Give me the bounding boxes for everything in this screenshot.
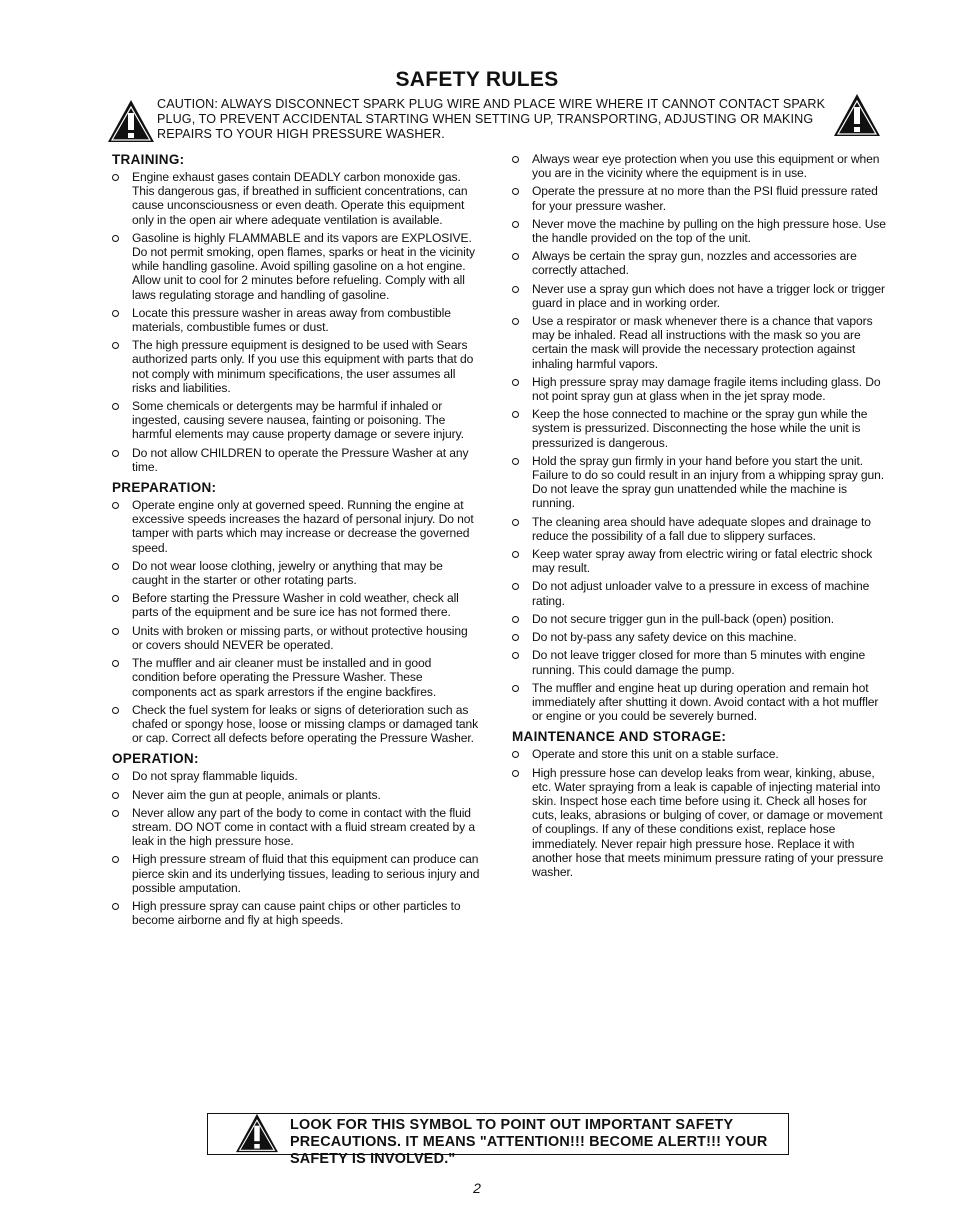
notice-text: LOOK FOR THIS SYMBOL TO POINT OUT IMPORTANT SAFETY PRECAUTIONS. IT MEANS "ATTENTION!!! BECOME ALERT!!! YOUR SAFETY IS INVOLVED." [290, 1117, 768, 1167]
list-item: Hold the spray gun firmly in your hand before you start the unit. Failure to do so could result in an injury from a whipping spray gun. Do not leave the spray gun unattended while the machine is running. [512, 454, 887, 511]
operation-continued-list [512, 152, 887, 723]
list-item: Do not secure trigger gun in the pull-back (open) position. [512, 612, 887, 626]
list-item: The muffler and engine heat up during operation and remain hot immediately after shutting it down. Avoid contact with a hot muffler or engine or you could be severely burned. [512, 681, 887, 724]
list-item: Some chemicals or detergents may be harmful if inhaled or ingested, causing severe nausea, fainting or poisoning. The harmful elements may cause property damage or severe injury. [112, 399, 480, 442]
warning-triangle-icon [234, 1112, 280, 1154]
maintenance-list [512, 747, 887, 879]
list-item: Gasoline is highly FLAMMABLE and its vapors are EXPLOSIVE. Do not permit smoking, open flames, sparks or heat in the vicinity while handling gasoline. Avoid spilling gasoline on a hot engine. Allow unit to cool for 2 minutes before refueling. Comply with all laws regulating storage and handling of gasoline. [112, 231, 480, 302]
list-item: Never move the machine by pulling on the high pressure hose. Use the handle provided on the top of the unit. [512, 217, 887, 245]
list-item: The muffler and air cleaner must be installed and in good condition before operating the Pressure Washer. These components act as spark arrestors if the engine backfires. [112, 656, 480, 699]
operation-heading: OPERATION: [112, 751, 199, 767]
caution-statement: CAUTION: ALWAYS DISCONNECT SPARK PLUG WIRE AND PLACE WIRE WHERE IT CANNOT CONTACT SPARK PLUG, TO PREVENT ACCIDENTAL STARTING WHEN SETTING UP, TRANSPORTING, ADJUSTING OR MAKING REPAIRS TO YOUR HIGH PRESSURE WASHER. [157, 97, 826, 141]
list-item: High pressure hose can develop leaks from wear, kinking, abuse, etc. Water spraying from a leak is capable of injecting material into skin. Inspect hose each time before using it. Check all hoses for cuts, leaks, abrasions or bulging of cover, or damage or movement of couplings. If any of these conditions exist, replace hose immediately. Never repair high pressure hose. Replace it with another hose that meets minimum pressure rating of your pressure washer. [512, 766, 887, 880]
maintenance-heading: MAINTENANCE AND STORAGE: [512, 729, 727, 745]
list-item: Before starting the Pressure Washer in cold weather, check all parts of the equipment and be sure ice has not formed there. [112, 591, 480, 619]
list-item: Do not leave trigger closed for more than 5 minutes with engine running. This could damage the pump. [512, 648, 887, 676]
list-item: Do not wear loose clothing, jewelry or anything that may be caught in the starter or other rotating parts. [112, 559, 480, 587]
list-item: High pressure spray may damage fragile items including glass. Do not point spray gun at glass when in the jet spray mode. [512, 375, 887, 403]
attention-notice-box [207, 1113, 789, 1167]
right-column [512, 152, 887, 883]
list-item: Keep water spray away from electric wiring or fatal electric shock may result. [512, 547, 887, 575]
list-item: Operate and store this unit on a stable surface. [512, 747, 887, 761]
preparation-list [112, 498, 480, 745]
list-item: Never use a spray gun which does not have a trigger lock or trigger guard in place and in working order. [512, 282, 887, 310]
list-item: Keep the hose connected to machine or the spray gun while the system is pressurized. Disconnecting the hose while the unit is pressurized is dangerous. [512, 407, 887, 450]
left-column [112, 152, 480, 931]
list-item: Operate engine only at governed speed. Running the engine at excessive speeds increases the hazard of personal injury. Do not tamper with parts which may increase or decrease the governed speed. [112, 498, 480, 555]
list-item: Operate the pressure at no more than the PSI fluid pressure rated for your pressure washer. [512, 184, 887, 212]
list-item: Never aim the gun at people, animals or plants. [112, 788, 480, 802]
warning-triangle-icon [106, 98, 156, 144]
list-item: High pressure stream of fluid that this equipment can produce can pierce skin and its underlying tissues, leading to serious injury and possible amputation. [112, 852, 480, 895]
list-item: High pressure spray can cause paint chips or other particles to become airborne and fly at high speeds. [112, 899, 480, 927]
list-item: Always be certain the spray gun, nozzles and accessories are correctly attached. [512, 249, 887, 277]
list-item: Units with broken or missing parts, or without protective housing or covers should NEVER be operated. [112, 624, 480, 652]
warning-triangle-icon [832, 92, 882, 138]
page-title: SAFETY RULES [395, 68, 559, 91]
list-item: Do not by-pass any safety device on this machine. [512, 630, 887, 644]
list-item: Never allow any part of the body to come in contact with the fluid stream. DO NOT come in contact with a fluid stream created by a leak in the high pressure hose. [112, 806, 480, 849]
list-item: Locate this pressure washer in areas away from combustible materials, combustible fumes or dust. [112, 306, 480, 334]
list-item: Do not spray flammable liquids. [112, 769, 480, 783]
preparation-heading: PREPARATION: [112, 480, 217, 496]
list-item: Check the fuel system for leaks or signs of deterioration such as chafed or spongy hose, loose or missing clamps or damaged tank or cap. Correct all defects before operating the Pressure Washer. [112, 703, 480, 746]
list-item: Do not allow CHILDREN to operate the Pressure Washer at any time. [112, 446, 480, 474]
list-item: Always wear eye protection when you use this equipment or when you are in the vicinity where the equipment is in use. [512, 152, 887, 180]
list-item: Do not adjust unloader valve to a pressure in excess of machine rating. [512, 579, 887, 607]
list-item: The high pressure equipment is designed to be used with Sears authorized parts only. If you use this equipment with parts that do not comply with minimum specifications, the user assumes all risks and liabilities. [112, 338, 480, 395]
page-number: 2 [473, 1180, 481, 1196]
training-list [112, 170, 480, 474]
list-item: The cleaning area should have adequate slopes and drainage to reduce the possibility of a fall due to slippery surfaces. [512, 515, 887, 543]
training-heading: TRAINING: [112, 152, 185, 167]
operation-list [112, 769, 480, 927]
list-item: Engine exhaust gases contain DEADLY carbon monoxide gas. This dangerous gas, if breathed in sufficient concentrations, can cause unconsciousness or even death. Operate this equipment only in the open air where adequate ventilation is available. [112, 170, 480, 227]
list-item: Use a respirator or mask whenever there is a chance that vapors may be inhaled. Read all instructions with the mask so you are certain the mask will provide the necessary protection against inhaling harmful vapors. [512, 314, 887, 371]
